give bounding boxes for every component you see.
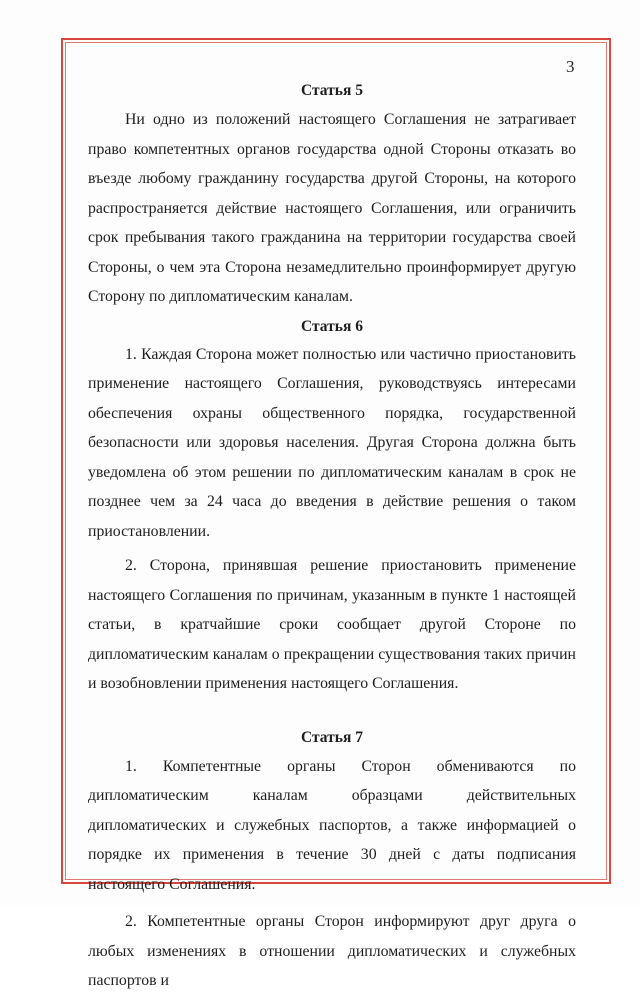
page-number: 3 [566, 57, 575, 76]
article-6 [88, 318, 576, 699]
document-body [88, 82, 576, 996]
article-paragraph: 1. Каждая Сторона может полностью или частично приостановить применение настоящего Соглашения, руководствуясь интересами обеспечения охраны общественного порядка, государственной безопасности или здоровья населения. Другая Сторона должна быть уведомлена об этом решении по дипломатическим каналам в срок не позднее чем за 24 часа до введения в действие решения о таком приостановлении. [88, 345, 576, 540]
article-heading: Статья 6 [301, 317, 363, 335]
article-heading: Статья 7 [301, 728, 363, 746]
article-paragraph: 2. Компетентные органы Сторон информируют друг друга о любых изменениях в отношении дипломатических и служебных паспортов и [88, 913, 576, 989]
article-heading: Статья 5 [301, 82, 363, 99]
article-5 [88, 82, 576, 312]
article-paragraph: 1. Компетентные органы Сторон обмениваются по дипломатическим каналам образцами действительных дипломатических и служебных паспортов, а также информацией о порядке их применения в течение 30 дней с даты подписания настоящего Соглашения. [88, 757, 576, 893]
article-7 [88, 729, 576, 996]
article-paragraph: 2. Сторона, принявшая решение приостановить применение настоящего Соглашения по причинам, указанным в пункте 1 настоящей статьи, в кратчайшие сроки сообщает другой Стороне по дипломатическим каналам о прекращении существования таких причин и возобновлении применения настоящего Соглашения. [88, 557, 576, 692]
article-paragraph: Ни одно из положений настоящего Соглашения не затрагивает право компетентных органов государства одной Стороны отказать во въезде любому гражданину государства другой Стороны, на которого распространяется действие настоящего Соглашения, или ограничить срок пребывания такого гражданина на территории государства своей Стороны, о чем эта Сторона незамедлительно проинформирует другую Сторону по дипломатическим каналам. [88, 111, 576, 305]
